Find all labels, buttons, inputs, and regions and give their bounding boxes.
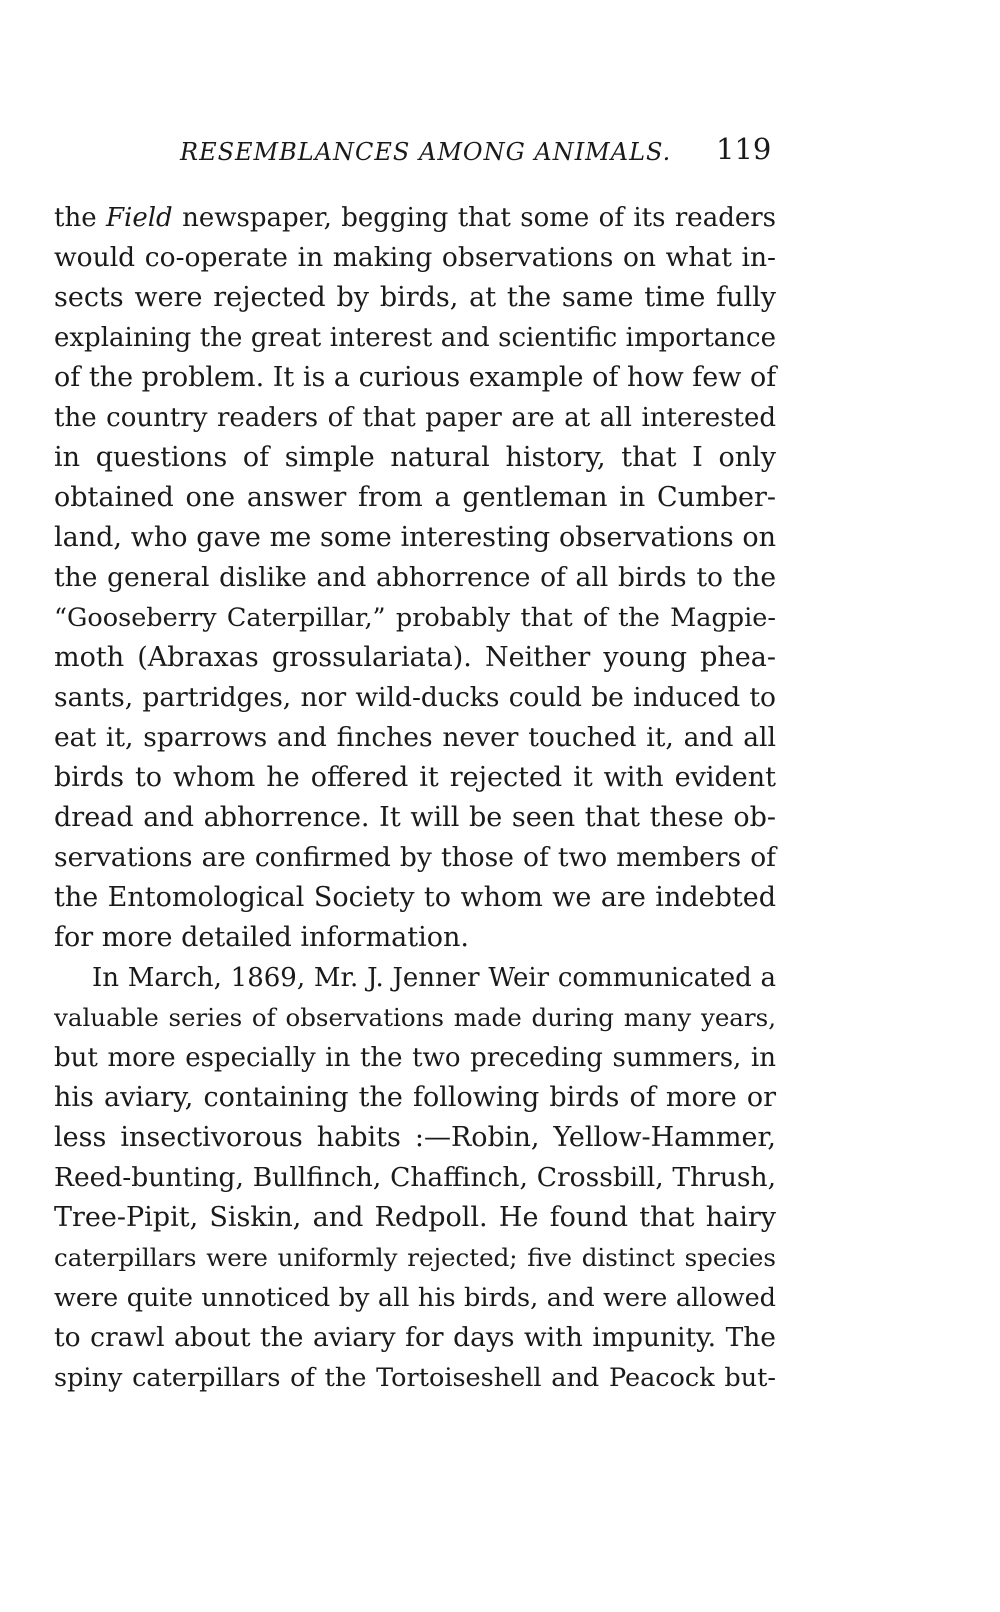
text-line: were quite unnoticed by all his birds, and were allowed (54, 1283, 776, 1313)
text-line: spiny caterpillars of the Tortoiseshell and Peacock but- (54, 1363, 776, 1393)
text-line: in questions of simple natural history, that I only (54, 442, 776, 473)
text-line: the country readers of that paper are at all interested (54, 403, 776, 433)
text-line: the Entomological Society to whom we are indebted (54, 882, 776, 913)
text-line: moth (Abraxas grossulariata). Neither young phea- (54, 642, 776, 673)
text-line: to crawl about the aviary for days with impunity. The (54, 1322, 776, 1353)
text-line: for more detailed information. (54, 922, 469, 953)
text-line: Tree-Pipit, Siskin, and Redpoll. He found that hairy (54, 1202, 776, 1233)
text-line: sects were rejected by birds, at the same time fully (54, 282, 776, 313)
text-line: explaining the great interest and scientific importance (54, 323, 776, 353)
text-line: caterpillars were uniformly rejected; five distinct species (54, 1243, 776, 1272)
text-line: sants, partridges, nor wild-ducks could be induced to (54, 682, 776, 713)
newspaper-title: Field (106, 203, 173, 233)
text-line: the general dislike and abhorrence of all birds to the (54, 562, 776, 593)
text-line: obtained one answer from a gentleman in Cumber- (54, 482, 776, 513)
text-line: would co-operate in making observations on what in- (54, 242, 776, 273)
text-segment: the (54, 203, 106, 233)
text-line: eat it, sparrows and finches never touched it, and all (54, 722, 776, 753)
text-line: land, who gave me some interesting observations on (54, 522, 776, 553)
text-line: his aviary, containing the following birds of more or (54, 1082, 776, 1113)
text-line (54, 198, 776, 238)
text-line: Reed-bunting, Bullfinch, Chaffinch, Crossbill, Thrush, (54, 1162, 776, 1193)
text-segment: newspaper, begging that some of its readers (172, 203, 776, 233)
text-line: but more especially in the two preceding summers, in (54, 1043, 776, 1073)
text-line: of the problem. It is a curious example of how few of (54, 362, 777, 393)
text-line: valuable series of observations made during many years, (54, 1003, 776, 1032)
running-head: RESEMBLANCES AMONG ANIMALS. (180, 138, 672, 166)
text-line: less insectivorous habits :—Robin, Yellow-Hammer, (54, 1122, 776, 1153)
page-number: 119 (716, 132, 772, 166)
text-line: birds to whom he offered it rejected it with evident (54, 762, 776, 793)
text-line: In March, 1869, Mr. J. Jenner Weir communicated a (92, 963, 776, 993)
text-line: dread and abhorrence. It will be seen that these ob- (54, 802, 776, 833)
text-line: servations are confirmed by those of two members of (54, 842, 776, 873)
text-line: “Gooseberry Caterpillar,” probably that of the Magpie- (54, 603, 776, 633)
